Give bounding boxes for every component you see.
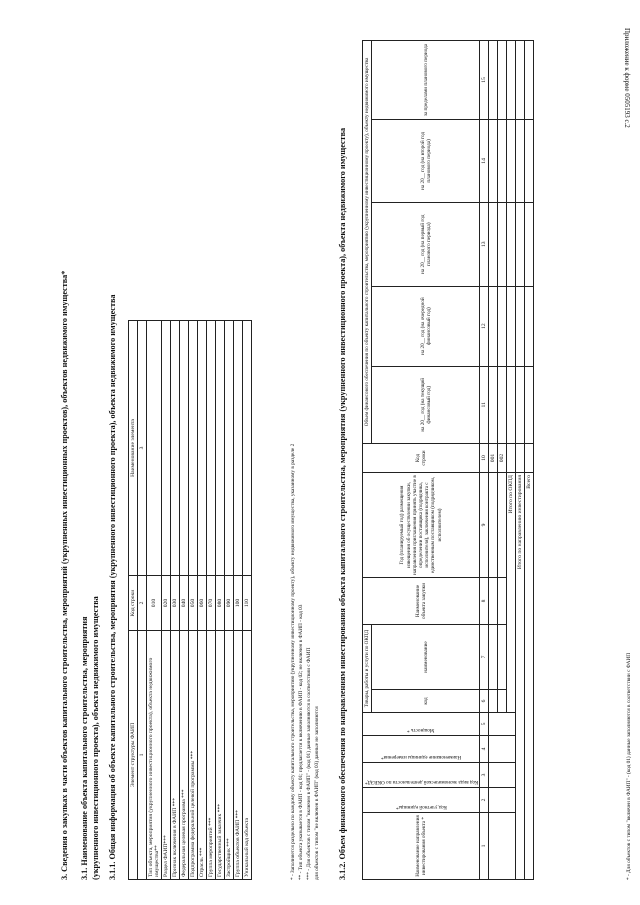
cell[interactable] bbox=[489, 625, 498, 690]
total-okpd-label: Итого по ОКПД bbox=[507, 473, 516, 713]
cell bbox=[507, 444, 516, 473]
cell[interactable] bbox=[489, 736, 516, 763]
row-code: 060 bbox=[198, 576, 207, 631]
col-num: 5 bbox=[480, 713, 489, 736]
cell[interactable] bbox=[525, 120, 534, 203]
heading-3-1-1: 3.1.1. Общая информация об объекте капитального строительства, мероприятия (укрупненного инвестиционного проекта), объекта недвижимого имущества bbox=[108, 294, 117, 880]
row-value[interactable] bbox=[198, 321, 207, 576]
heading-3-1: 3.1. Наименование объекта капитального строительства, мероприятия bbox=[80, 616, 89, 880]
col-header-y1: на 20__ год (на текущий финансовый год) bbox=[372, 366, 480, 443]
col-num: 1 bbox=[138, 631, 147, 880]
footnote: * - Заполняется раздельно по каждому объекту капитального строительства, мероприятию (укрупненному инвестиционному проекту), объекту недвижимого имущества, указанному в разделе 2 bbox=[290, 443, 296, 880]
cell bbox=[516, 444, 525, 473]
col-header-unit-text: Код учетной единицы* bbox=[395, 804, 447, 810]
col-header-name: Наименование элемента bbox=[129, 321, 138, 576]
footnote: ** - Тип объекта указывается в ФАИП - код 01; предлагается к включению в ФАИП - код 02; не включен в ФАИП - код 03 bbox=[298, 604, 304, 880]
form-annex-note: Приложение к форме 0505193 с.2 bbox=[623, 28, 631, 128]
footnote-2: * - Для объектов с типом "включен в ФАИП" - (код 01) данные заполняются в соответствии с ФАИП bbox=[626, 652, 632, 880]
col-num: 9 bbox=[480, 473, 489, 578]
col-num: 14 bbox=[480, 120, 489, 203]
cell[interactable] bbox=[507, 120, 516, 203]
heading-section-3: 3. Сведения о закупках в части объектов капитального строительства, мероприятий (укрупненных инвестиционных проектов), объектов недвижимого имущества* bbox=[60, 270, 69, 880]
cell[interactable] bbox=[489, 788, 516, 813]
row-code: 030 bbox=[171, 576, 180, 631]
col-header-year: Год (планируемый год) размещения извещения об осуществлении закупки, направления приглашения принять участие в определении поставщика (подрядчика, исполнителя), заключения контракта с единственным поставщиком (подрядчиком, исполнителем) bbox=[363, 473, 480, 578]
table-row-total-direction bbox=[516, 41, 525, 880]
table-row bbox=[207, 321, 216, 880]
col-header-measure bbox=[363, 736, 480, 763]
cell[interactable] bbox=[498, 625, 507, 690]
table-row bbox=[234, 321, 243, 880]
cell[interactable] bbox=[498, 690, 507, 713]
col-header-okved bbox=[363, 763, 480, 788]
row-code: 010 bbox=[147, 576, 162, 631]
col-num: 11 bbox=[480, 366, 489, 443]
table-row bbox=[216, 321, 225, 880]
footnote: для объектов с типом "не включен в ФАИП" (код 03) данные не заполняются bbox=[314, 706, 320, 880]
col-header-code: Код строки bbox=[129, 576, 138, 631]
cell[interactable] bbox=[498, 473, 507, 578]
col-num: 3 bbox=[138, 321, 147, 576]
col-num: 2 bbox=[480, 788, 489, 813]
row-label: Группа мероприятий *** bbox=[207, 631, 216, 880]
row-label: Признак включения в ФАИП *** bbox=[171, 631, 180, 880]
row-label: Тип объекта, мероприятия (укрупненного инвестиционного проекта), объекта недвижимого имущества** bbox=[147, 631, 162, 880]
col-header-direction: Наименование направления инвестирования объекта * bbox=[363, 813, 480, 880]
col-header-goods-code: код bbox=[372, 690, 480, 713]
col-num: 3 bbox=[480, 763, 489, 788]
col-header-okved-text: Код вида экономической деятельности по ОКВЭД* bbox=[364, 779, 478, 785]
cell[interactable] bbox=[507, 202, 516, 286]
cell[interactable] bbox=[525, 366, 534, 443]
total-label: Всего bbox=[525, 473, 534, 880]
cell[interactable] bbox=[489, 202, 498, 286]
col-num: 1 bbox=[480, 813, 489, 880]
cell[interactable] bbox=[489, 690, 498, 713]
col-num: 12 bbox=[480, 286, 489, 366]
cell[interactable] bbox=[498, 578, 507, 625]
row-value[interactable] bbox=[243, 321, 252, 576]
table-row bbox=[189, 321, 198, 880]
row-label: Застройщик *** bbox=[225, 631, 234, 880]
row-code: 070 bbox=[207, 576, 216, 631]
cell bbox=[525, 444, 534, 473]
row-code: 110 bbox=[243, 576, 252, 631]
cell[interactable] bbox=[507, 41, 516, 120]
cell[interactable] bbox=[507, 286, 516, 366]
table-row bbox=[489, 41, 498, 880]
col-header-power bbox=[363, 713, 480, 736]
cell[interactable] bbox=[525, 41, 534, 120]
table-row bbox=[171, 321, 180, 880]
col-header-y4: на 20__ год (на второй год планового периода) bbox=[372, 120, 480, 203]
row-code: 050 bbox=[189, 576, 198, 631]
col-num: 8 bbox=[480, 578, 489, 625]
row-value[interactable] bbox=[162, 321, 171, 576]
general-info-table bbox=[128, 320, 252, 880]
col-header-unit bbox=[363, 788, 480, 813]
table-row bbox=[147, 321, 162, 880]
row-label: Федеральная целевая программа *** bbox=[180, 631, 189, 880]
cell[interactable] bbox=[498, 41, 507, 120]
cell[interactable] bbox=[498, 366, 507, 443]
cell[interactable] bbox=[516, 366, 525, 443]
row-code: 020 bbox=[162, 576, 171, 631]
row-value[interactable] bbox=[171, 321, 180, 576]
cell[interactable] bbox=[525, 202, 534, 286]
row-value[interactable] bbox=[216, 321, 225, 576]
col-header-measure-text: Наименование единицы измерения* bbox=[381, 754, 462, 760]
table-row bbox=[180, 321, 189, 880]
heading-3-1-2: 3.1.2. Объем финансового обеспечения по направлениям инвестирования объекта капитального строительства, мероприятия (укрупненного инвестиционного проекта), объекта недвижимого имущества bbox=[338, 127, 347, 880]
col-num: 10 bbox=[480, 444, 489, 473]
row-value[interactable] bbox=[234, 321, 243, 576]
col-num: 15 bbox=[480, 41, 489, 120]
row-code: 090 bbox=[225, 576, 234, 631]
cell[interactable] bbox=[489, 578, 498, 625]
cell[interactable] bbox=[489, 713, 516, 736]
col-header-code: Код строки bbox=[363, 444, 480, 473]
heading-3-1-cont: (укрупненного инвестиционного проекта), объекта недвижимого имущества bbox=[91, 596, 100, 880]
row-code: 001 bbox=[489, 444, 498, 473]
row-code: 080 bbox=[216, 576, 225, 631]
table-row-total bbox=[525, 41, 534, 880]
cell[interactable] bbox=[507, 366, 516, 443]
col-header-financing: Объем финансового обеспечения по объекту капитального строительства, мероприятию (укрупненному инвестиционному проекту), объекту недвижимого имущества bbox=[363, 41, 372, 444]
cell[interactable] bbox=[489, 763, 516, 788]
cell[interactable] bbox=[516, 202, 525, 286]
col-num: 2 bbox=[138, 576, 147, 631]
row-value[interactable] bbox=[207, 321, 216, 576]
table-row bbox=[162, 321, 171, 880]
row-label: Подпрограмма федеральной целевой программы *** bbox=[189, 631, 198, 880]
row-value[interactable] bbox=[147, 321, 162, 576]
col-num: 4 bbox=[480, 736, 489, 763]
cell[interactable] bbox=[525, 286, 534, 366]
col-header-y2: на 20__ год (на очередной финансовый год) bbox=[372, 286, 480, 366]
table-row bbox=[225, 321, 234, 880]
col-header-purchase: Наименование объекта закупки bbox=[363, 578, 480, 625]
rotated-sheet bbox=[50, 30, 640, 890]
row-label: Раздел ФАИП*** bbox=[162, 631, 171, 880]
cell[interactable] bbox=[489, 120, 498, 203]
col-num: 7 bbox=[480, 625, 489, 690]
financing-table bbox=[362, 40, 534, 880]
row-label: Уникальный код объекта bbox=[243, 631, 252, 880]
col-header-power-text: Мощность * bbox=[407, 727, 435, 733]
cell[interactable] bbox=[498, 120, 507, 203]
col-header-goods-name: наименование bbox=[372, 625, 480, 690]
footnote: *** - Для объектов с типом "включен в ФАИП" - (код 01) данные заполняются в соответствии с ФАИП bbox=[306, 647, 312, 880]
col-header-element: Элемент структуры ФАИП bbox=[129, 631, 138, 880]
cell[interactable] bbox=[489, 366, 498, 443]
col-num: 13 bbox=[480, 202, 489, 286]
cell[interactable] bbox=[516, 286, 525, 366]
table-row bbox=[243, 321, 252, 880]
row-label: Государственный заказчик *** bbox=[216, 631, 225, 880]
col-num: 6 bbox=[480, 690, 489, 713]
total-direction-label: Итого по направлению инвестирования bbox=[516, 473, 525, 880]
row-label: Отрасль *** bbox=[198, 631, 207, 880]
cell[interactable] bbox=[516, 120, 525, 203]
cell[interactable] bbox=[516, 41, 525, 120]
row-value[interactable] bbox=[180, 321, 189, 576]
cell[interactable] bbox=[489, 813, 516, 880]
table-row bbox=[198, 321, 207, 880]
col-header-goods: Товары, работы и услуги по ОКПД bbox=[363, 625, 372, 713]
col-header-y3: на 20__ год (на первый год планового периода) bbox=[372, 202, 480, 286]
col-header-after: за пределами планового периода bbox=[372, 41, 480, 120]
cell[interactable] bbox=[489, 41, 498, 120]
row-code: 100 bbox=[234, 576, 243, 631]
cell[interactable] bbox=[498, 202, 507, 286]
cell[interactable] bbox=[489, 286, 498, 366]
row-code: 040 bbox=[180, 576, 189, 631]
row-label: Группа объектов ФАИП *** bbox=[234, 631, 243, 880]
row-value[interactable] bbox=[189, 321, 198, 576]
row-code: 002 bbox=[498, 444, 507, 473]
cell[interactable] bbox=[498, 286, 507, 366]
cell[interactable] bbox=[489, 473, 498, 578]
row-value[interactable] bbox=[225, 321, 234, 576]
